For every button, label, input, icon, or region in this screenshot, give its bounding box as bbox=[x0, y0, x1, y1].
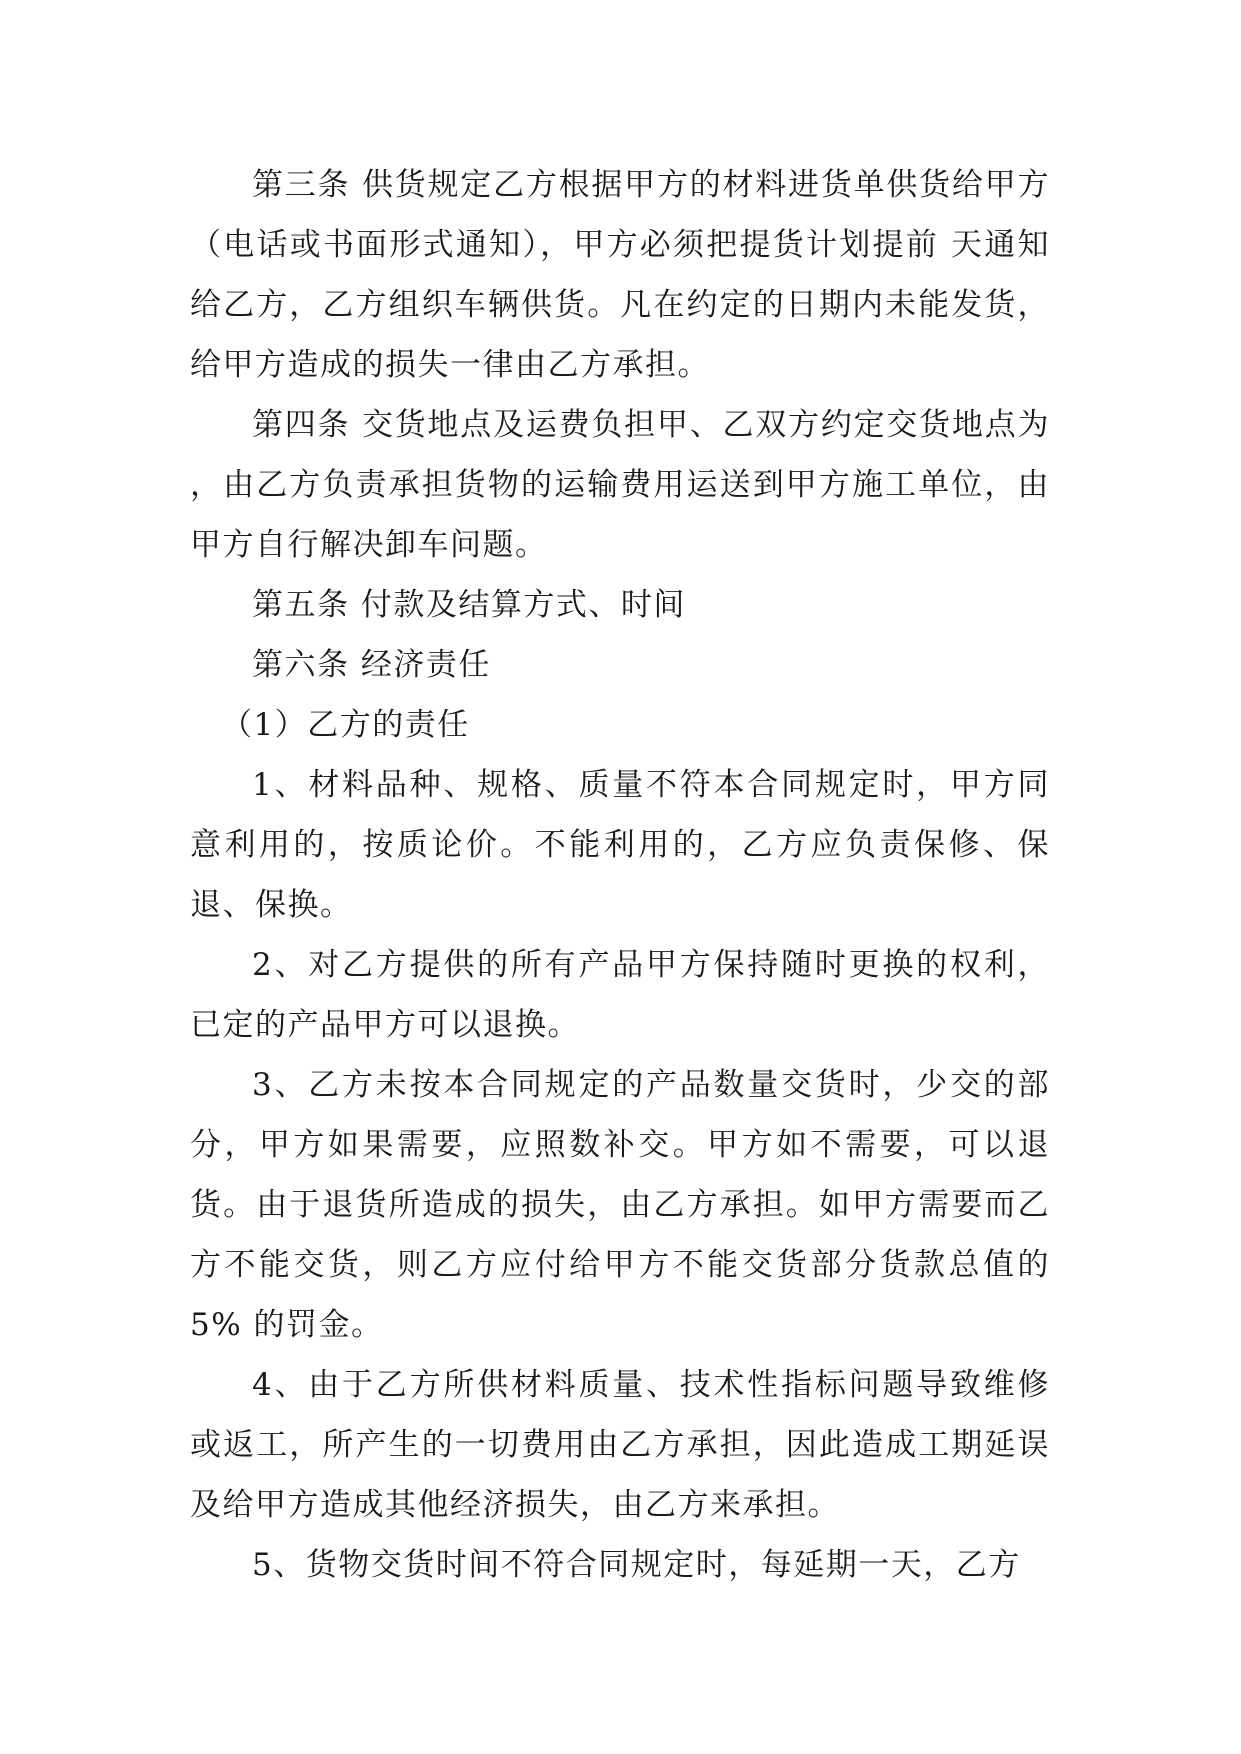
article-6-heading: 第六条 经济责任 bbox=[252, 647, 491, 683]
clause-3-paragraph: 3、乙方未按本合同规定的产品数量交货时，少交的部分，甲方如果需要，应照数补交。甲方如不需要，可以退货。由于退货所造成的损失，由乙方承担。如甲方需要而乙方不能交货，则乙方应付给甲方不能交货部分货款总值的 5% 的罚金。 bbox=[190, 1067, 1050, 1343]
party-b-responsibility-heading: （1）乙方的责任 bbox=[221, 707, 470, 743]
clause-1-paragraph: 1、材料品种、规格、质量不符本合同规定时，甲方同意利用的，按质论价。不能利用的，乙方应负责保修、保退、保换。 bbox=[190, 767, 1050, 923]
clause-2-paragraph: 2、对乙方提供的所有产品甲方保持随时更换的权利，已定的产品甲方可以退换。 bbox=[190, 947, 1050, 1043]
article-4-paragraph: 第四条 交货地点及运费负担甲、乙双方约定交货地点为 ，由乙方负责承担货物的运输费用运送到甲方施工单位，由甲方自行解决卸车问题。 bbox=[190, 407, 1050, 563]
article-5-heading: 第五条 付款及结算方式、时间 bbox=[252, 587, 686, 623]
clause-5-paragraph: 5、货物交货时间不符合同规定时，每延期一天，乙方 bbox=[252, 1547, 1021, 1583]
article-3-paragraph: 第三条 供货规定乙方根据甲方的材料进货单供货给甲方（电话或书面形式通知），甲方必须把提货计划提前 天通知给乙方，乙方组织车辆供货。凡在约定的日期内未能发货，给甲方造成的损失一律由乙方承担。 bbox=[190, 167, 1050, 383]
clause-4-paragraph: 4、由于乙方所供材料质量、技术性指标问题导致维修或返工，所产生的一切费用由乙方承担，因此造成工期延误及给甲方造成其他经济损失，由乙方来承担。 bbox=[190, 1367, 1050, 1523]
document-body bbox=[190, 155, 1050, 1595]
